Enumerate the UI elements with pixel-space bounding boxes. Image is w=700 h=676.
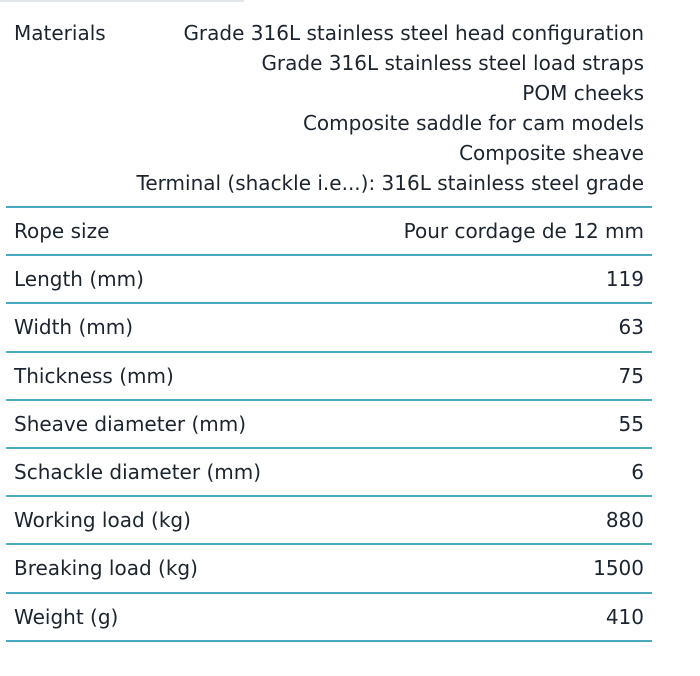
- spec-value: 55: [618, 411, 644, 436]
- material-item: POM cheeks: [522, 81, 644, 105]
- spec-value: Pour cordage de 12 mm: [403, 219, 644, 244]
- spec-value: 880: [605, 508, 644, 533]
- spec-value: 119: [605, 267, 644, 292]
- specifications-table: [6, 12, 652, 642]
- spec-row-rope-size: [6, 208, 652, 256]
- spec-value: 63: [618, 315, 644, 340]
- spec-label: Length (mm): [14, 267, 144, 292]
- spec-label: Weight (g): [14, 604, 119, 629]
- spec-row-working-load: [6, 497, 652, 545]
- materials-row: [6, 12, 652, 208]
- spec-row-width: [6, 304, 652, 352]
- materials-list: [137, 18, 644, 198]
- spec-label: Schackle diameter (mm): [14, 460, 262, 485]
- spec-row-thickness: [6, 353, 652, 401]
- spec-label: Thickness (mm): [14, 363, 174, 388]
- spec-row-shackle-diameter: [6, 449, 652, 497]
- material-item: Grade 316L stainless steel load straps: [261, 51, 644, 75]
- spec-label: Sheave diameter (mm): [14, 411, 247, 436]
- spec-label: Width (mm): [14, 315, 134, 340]
- material-item: Grade 316L stainless steel head configuration: [183, 21, 644, 45]
- spec-value: 6: [631, 460, 644, 485]
- spec-label: Breaking load (kg): [14, 556, 198, 581]
- spec-value: 1500: [593, 556, 644, 581]
- spec-row-sheave-diameter: [6, 401, 652, 449]
- spec-label: Working load (kg): [14, 508, 191, 533]
- spec-row-weight: [6, 594, 652, 642]
- materials-label: Materials: [14, 21, 106, 45]
- spec-row-length: [6, 256, 652, 304]
- spec-value: 410: [605, 604, 644, 629]
- top-tab-indicator: [0, 0, 244, 2]
- material-item: Composite sheave: [459, 141, 644, 165]
- material-item: Terminal (shackle i.e...): 316L stainless steel grade: [136, 171, 644, 195]
- material-item: Composite saddle for cam models: [302, 111, 644, 135]
- spec-row-breaking-load: [6, 545, 652, 593]
- spec-label: Rope size: [14, 219, 110, 244]
- spec-value: 75: [618, 363, 644, 388]
